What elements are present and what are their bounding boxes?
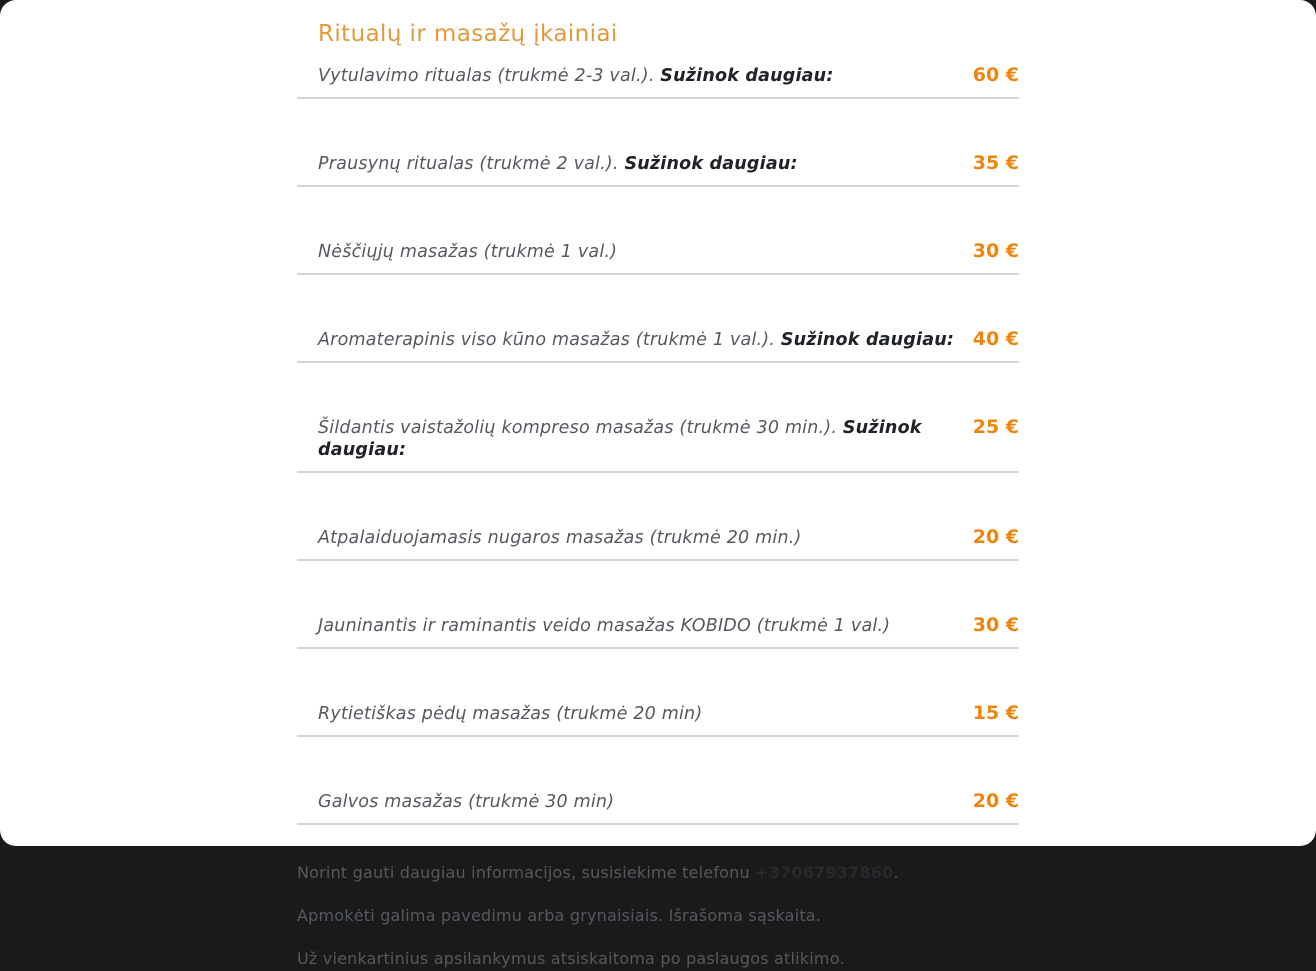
service-name-text: Atpalaiduojamasis nugaros masažas (trukmė 20 min.) [318, 528, 802, 548]
service-price: 35 € [972, 152, 1019, 174]
service-name [318, 417, 973, 461]
phone-number: +37067937860 [755, 863, 894, 882]
service-name-text: Šildantis vaistažolių kompreso masažas (trukmė 30 min.). [318, 418, 843, 438]
service-name-text: Prausynų ritualas (trukmė 2 val.). [318, 154, 625, 174]
contact-note-period: . [893, 863, 899, 882]
learn-more-link[interactable]: Sužinok daugiau: [318, 418, 922, 460]
service-name [318, 615, 902, 637]
price-row [297, 240, 1019, 275]
service-price: 20 € [972, 790, 1019, 812]
footer-notes [297, 861, 1019, 971]
service-name [318, 241, 629, 263]
service-name-text: Galvos masažas (trukmė 30 min) [318, 792, 615, 812]
price-row [297, 64, 1019, 99]
service-name-text: Jauninantis ir raminantis veido masažas KOBIDO (trukmė 1 val.) [318, 616, 891, 636]
service-price: 15 € [972, 702, 1019, 724]
price-row [297, 614, 1019, 649]
page-title: Ritualų ir masažų įkainiai [318, 21, 618, 47]
service-price: 30 € [972, 240, 1019, 262]
price-row [297, 702, 1019, 737]
service-name [318, 791, 626, 813]
learn-more-link[interactable]: Sužinok daugiau: [624, 154, 798, 174]
price-row [297, 328, 1019, 363]
service-price: 25 € [972, 416, 1019, 438]
service-price: 30 € [972, 614, 1019, 636]
pricing-section [297, 20, 1019, 971]
payment-note: Apmokėti galima pavedimu arba grynaisiais. Išrašoma sąskaita. [297, 906, 822, 925]
service-name [318, 703, 714, 725]
learn-more-link[interactable]: Sužinok daugiau: [660, 66, 834, 86]
service-name [318, 527, 814, 549]
single-visit-note: Už vienkartinius apsilankymus atsiskaitoma po paslaugos atlikimo. [297, 949, 845, 968]
service-name [318, 329, 966, 351]
contact-note-text: Norint gauti daugiau informacijos, susisiekime telefonu [297, 863, 756, 882]
price-list [297, 64, 1019, 825]
price-row [297, 526, 1019, 561]
service-price: 60 € [972, 64, 1019, 86]
price-row [297, 790, 1019, 825]
service-name-text: Aromaterapinis viso kūno masažas (trukmė 1 val.). [318, 330, 781, 350]
service-name-text: Rytietiškas pėdų masažas (trukmė 20 min) [318, 704, 703, 724]
contact-note [297, 861, 1019, 885]
price-row [297, 152, 1019, 187]
price-row [297, 416, 1019, 473]
service-price: 40 € [972, 328, 1019, 350]
learn-more-link[interactable]: Sužinok daugiau: [780, 330, 955, 350]
service-name-text: Vytulavimo ritualas (trukmė 2-3 val.). [318, 66, 661, 86]
service-name [318, 65, 846, 87]
service-name-text: Nėščiųjų masažas (trukmė 1 val.) [318, 242, 618, 262]
service-name [318, 153, 810, 175]
service-price: 20 € [972, 526, 1019, 548]
